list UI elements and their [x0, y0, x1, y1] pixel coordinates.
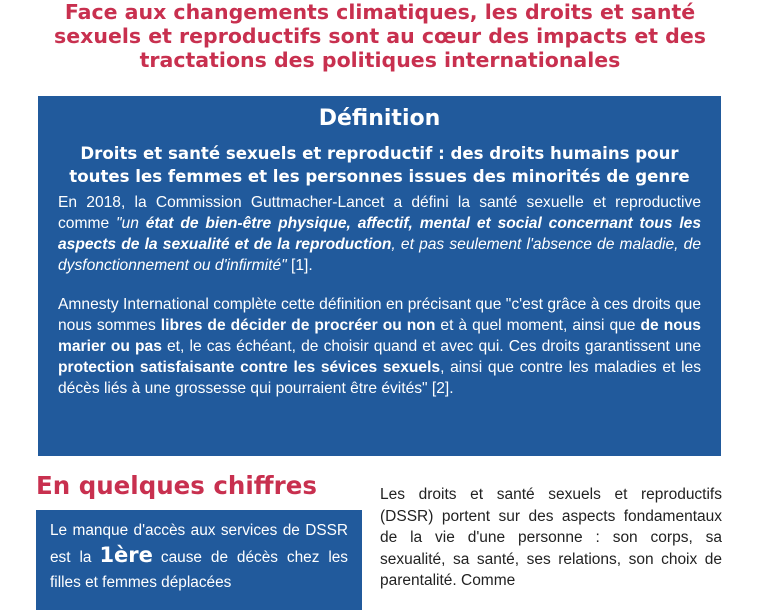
para2-text-3: et, le cas échéant, de choisir quand et avec qui. Ces droits garantissent une [161, 338, 702, 355]
para1-quote-bold: état de bien-être physique, affectif, mental et social concernant tous les aspects de la sexualité et de la reproduction [58, 215, 701, 253]
chiffres-text-after: cause de décès chez les filles et femmes déplacées [50, 549, 349, 591]
para1-quote-start: "un [115, 215, 146, 232]
definition-paragraph-1 [58, 192, 701, 276]
para2-bold-1: libres de décider de procréer ou non [160, 317, 436, 334]
definition-box [38, 96, 721, 456]
para2-text-2: et à quel moment, ainsi que [435, 317, 641, 334]
page-title [0, 0, 760, 72]
definition-paragraph-2 [58, 294, 701, 399]
page-title-line: sexuels et reproductifs sont au cœur des impacts et des [54, 24, 706, 48]
para2-bold-2: de nous marier ou pas [58, 317, 701, 355]
chiffres-rank: 1ère [99, 543, 153, 567]
para2-bold-3: protection satisfaisante contre les sévices sexuels [58, 359, 441, 376]
chiffres-text [50, 518, 348, 595]
chiffres-text-before: Le manque d'accès aux services de DSSR est la [50, 522, 348, 566]
para2-text-1: Amnesty International complète cette définition en précisant que "c'est grâce à ces droits que nous sommes [58, 296, 701, 334]
para2-text-4: , ainsi que contre les maladies et les décès liés à une grossesse qui pourraient être évités" [2]. [58, 359, 701, 397]
para1-quote-end: , et pas seulement l'absence de maladie, de dysfonctionnement ou d'infirmité" [58, 236, 701, 274]
definition-heading: Définition [318, 106, 441, 131]
para1-ref: [1]. [286, 257, 313, 274]
right-column-text: Les droits et santé sexuels et reproductifs (DSSR) portent sur des aspects fondamentaux de la vie d'une personne : son corps, sa sexualité, sa santé, ses relations, son choix de parentalité. Comme [380, 486, 722, 589]
chiffres-box [36, 510, 362, 610]
page-title-line: tractations des politiques internationales [139, 48, 621, 72]
para1-intro: En 2018, la Commission Guttmacher-Lancet a défini la santé sexuelle et reproductive comme [58, 194, 701, 232]
page-title-line: Face aux changements climatiques, les droits et santé [64, 0, 696, 24]
definition-subheading: Droits et santé sexuels et reproductif : des droits humains pour toutes les femmes et les personnes issues des minorités de genre [69, 144, 690, 186]
chiffres-title: En quelques chiffres [36, 471, 317, 500]
para1-quote [58, 215, 701, 274]
